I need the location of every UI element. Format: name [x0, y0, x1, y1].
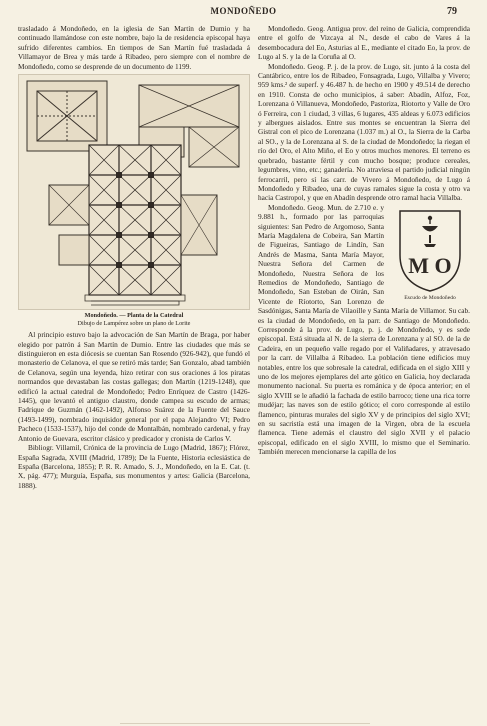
- page-number: 79: [447, 6, 457, 17]
- right-column: [258, 24, 470, 457]
- right-paragraph-3: Mondoñedo. Geog. Mun. de 2.710 e. y 9.881 h., formado por las parroquias siguientes: San Pedro de Argomoso, Santa María Magdalena de Cobeira, San Martín de Figueiras, Santiago de Lindín, San Andrés de Masma, Santa María Mayor, Nuestra Señora del Carmen de Mondoñedo, Nuestra Señora de los Remedios de Mondoñedo, Santiago de Mondoñedo, San Esteban de Oirán, San Vicente de Ríotorto, San Lorenzo de Sasdónigas, Santa María de Vilaoille y Santa María de Villamor. Su cab. es la ciudad de Mondoñedo, en la parr. de Santiago de Mondoñedo. Corresponde á la prov. de Lugo, p. j. de Mondoñedo, y es sede episcopal. Está situada al N. de la sierra de Lorenzana y al SO. de la de Cadeira, en un pequeño valle regado por el Valiñadares, y atravesado por la carr. de Villalba á Ribadeo. La población tiene edificios muy notables, entre los que sobresale la catedral, edificada en el siglo XIII y uno de los mejores ejemplares del arte gótico en Galicia, hoy declarada monumento nacional. Su puerta es románica y de época anterior; en el siglo XVIII se le añadió la fachada de estilo barroco; tiene una rica torre mudéjar; las naves son de estilo gótico; el coro corresponde al estilo flamenco, pinturas murales del siglo XV y de principios del siglo XVI; en su sacristía está una imagen de la Virgen, obra de la escuela flamenca. Tiene además el claustro del siglo XVII y el palacio episcopal, edificado en el siglo XVIII, lo mismo que el Seminario. También merecen mencionarse la capilla de los: [258, 202, 470, 457]
- figure-caption-title: Mondoñedo. — Planta de la Catedral: [84, 312, 184, 320]
- left-column: [18, 24, 250, 490]
- shield-icon: [396, 207, 464, 293]
- cathedral-floor-plan: [18, 74, 250, 310]
- bottom-rule: [120, 723, 370, 724]
- shield-letters: M O: [408, 252, 452, 278]
- page-title: MONDOÑEDO: [210, 6, 277, 16]
- floor-plan-drawing: [19, 75, 249, 309]
- shield-caption: Escudo de Mondoñedo: [404, 295, 456, 302]
- figure-caption: [18, 312, 250, 327]
- coat-of-arms: [390, 207, 470, 302]
- left-paragraph-1: trasladado á Mondoñedo, en la iglesia de San Martín de Dumio y ha continuado llamándose con este nombre, bajo la de residencia episcopal haya sufrido diferentes cambios. En tiempos de San Martín fué trasladada á Villamayor de Brea y más tarde á Ribadeo, pero siempre con el nombre de Mondoñedo, como se desprende de un documento de 1199.: [18, 24, 250, 71]
- page-header: [30, 6, 457, 20]
- left-paragraph-2: Al principio estuvo bajo la advocación de San Martín de Braga, por haber elegido por patrón á San Martín de Dumio. Entre las ciudades que más se distinguieron en esta diócesis se cuentan San Rosendo (926-942), que fundó el monasterio de Celanova, el que se retiró más tarde; San Gonzalo, abad también de Celanova, según una leyenda, hizo retirar con sus oraciones á los piratas normandos que devastaban las costas gallegas; don Martín (1219-1248), que edificó la actual catedral de Mondoñedo; Pedro Enríquez de Castro (1426-1445), que levantó el antiguo claustro, donde campea su escudo de armas; Fadrique de Guzmán (1462-1492), Alfonso Suárez de la Fuente del Sauce (1493-1499), nombrado inquisidor general por el papa Alejandro VI; Pedro Pacheco (1533-1537), hijo del conde de Montalbán, nombrado cardenal, y fray Antonio de Guevara, escritor clásico y predicador y cronista de Carlos V.: [18, 330, 250, 443]
- right-paragraph-2: Mondoñedo. Geog. P. j. de la prov. de Lugo, sit. junto á la costa del Cantábrico, entre los de Ribadeo, Fonsagrada, Lugo, Villalba y Vivero; 959 kms.² de superf. y 46.487 h. de hecho en 1900 y 49.514 de derecho en 1910. Consta de ocho municipios, á saber: Abadín, Alfoz, Foz, Lorenzana ó Villanueva, Mondoñedo, Pastoriza, Riotorto y Valle de Oro ó Ferreira, con 1 ciudad, 3 villas, 6 lugares, 435 aldeas y 6.073 edificios y albergues aislados. Entre sus montes se encuentran la Sierra del Gistral con el pico de Lorenzana (1.037 m.) al O., la Sierra de la Carba al SO., y la de Lorenzana al S. de la ciudad de Mondoñedo; la riegan el río del Oro, el Alto Miño, el Eo y otros muchos menores. El terreno es quebrado, bastante fértil y con mucho bosque; produce cereales, legumbres, vino, etc.; ganadería. No atraviesa el partido judicial ningún ferrocarril, pero sí las carr. de Vivero á Mondoñedo, de Lugo á Mondoñedo y Ribadeo, una de cuyas ramales sigue la costa y otro va hacia Castropol, y que en Abadín desprende otro ramal hacia Villalba.: [258, 61, 470, 203]
- figure-caption-credit: Dibujo de Lampérez sobre un plano de Lorite: [77, 319, 191, 327]
- right-paragraph-1: Mondoñedo. Geog. Antigua prov. del reino de Galicia, comprendida entre el golfo de Vizcaya al N., desde el cabo de Vares á la desembocadura del Eo, Asturias al E., mediante el citado Eo, la prov. de Lugo al S. y la de la Coruña al O.: [258, 24, 470, 62]
- left-paragraph-bibliography: Bibliogr. Villamil, Crónica de la provincia de Lugo (Madrid, 1867); Flórez, España Sagrada, XVIII (Madrid, 1789); De la Fuente, Historia eclesiástica de España (Barcelona, 1855); P. R. R. Amado, S. J., Mondoñedo, en la E. Cat. (t. X, pág. 477); Murguía, España, sus monumentos y artes: Galicia (Barcelona, 1888).: [18, 443, 250, 490]
